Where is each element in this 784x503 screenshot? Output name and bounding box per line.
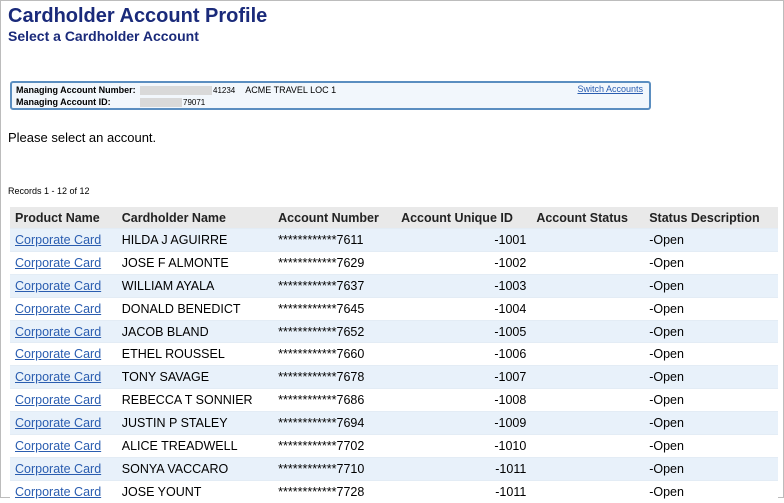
managing-account-id-label: Managing Account ID: <box>16 97 111 107</box>
product-name-cell <box>10 389 117 412</box>
managing-account-id-suffix: 79071 <box>183 98 206 107</box>
status-description-cell: -Open <box>644 435 778 458</box>
product-name-cell <box>10 274 117 297</box>
cardholder-name-cell: WILLIAM AYALA <box>117 274 273 297</box>
table-row[interactable] <box>10 251 778 274</box>
account-unique-id-cell: -1008 <box>396 389 531 412</box>
account-status-cell <box>531 251 644 274</box>
managing-account-id-row <box>16 96 205 108</box>
table-row[interactable] <box>10 297 778 320</box>
account-unique-id-cell: -1011 <box>396 457 531 480</box>
column-header-product-name: Product Name <box>10 207 117 229</box>
table-row[interactable] <box>10 320 778 343</box>
account-status-cell <box>531 274 644 297</box>
table-row[interactable] <box>10 412 778 435</box>
account-number-cell: ************7660 <box>273 343 396 366</box>
status-description-cell: -Open <box>644 389 778 412</box>
account-unique-id-cell: -1003 <box>396 274 531 297</box>
records-count: Records 1 - 12 of 12 <box>8 186 90 196</box>
redacted-account-id <box>140 98 182 107</box>
cardholder-name-cell: JOSE YOUNT <box>117 480 273 502</box>
cardholder-name-cell: JACOB BLAND <box>117 320 273 343</box>
table-row[interactable] <box>10 389 778 412</box>
account-number-cell: ************7686 <box>273 389 396 412</box>
table-row[interactable] <box>10 229 778 252</box>
product-name-link[interactable]: Corporate Card <box>15 484 102 499</box>
cardholder-name-cell: ALICE TREADWELL <box>117 435 273 458</box>
cardholder-name-cell: JUSTIN P STALEY <box>117 412 273 435</box>
status-description-cell: -Open <box>644 366 778 389</box>
status-description-cell: -Open <box>644 480 778 502</box>
account-unique-id-cell: -1001 <box>396 229 531 252</box>
account-number-cell: ************7710 <box>273 457 396 480</box>
redacted-account-number <box>140 86 212 95</box>
product-name-link[interactable]: Corporate Card <box>15 255 102 270</box>
account-status-cell <box>531 366 644 389</box>
managing-account-name: ACME TRAVEL LOC 1 <box>245 85 337 95</box>
product-name-link[interactable]: Corporate Card <box>15 347 102 362</box>
column-header-account-status: Account Status <box>531 207 644 229</box>
product-name-cell <box>10 297 117 320</box>
product-name-cell <box>10 343 117 366</box>
instruction-text: Please select an account. <box>8 130 157 145</box>
product-name-cell <box>10 229 117 252</box>
account-number-cell: ************7611 <box>273 229 396 252</box>
managing-account-number-suffix: 41234 <box>213 86 236 95</box>
product-name-link[interactable]: Corporate Card <box>15 416 102 431</box>
column-header-status-description: Status Description <box>644 207 778 229</box>
product-name-link[interactable]: Corporate Card <box>15 324 102 339</box>
product-name-cell <box>10 251 117 274</box>
cardholder-name-cell: DONALD BENEDICT <box>117 297 273 320</box>
account-number-cell: ************7678 <box>273 366 396 389</box>
product-name-cell <box>10 435 117 458</box>
product-name-link[interactable]: Corporate Card <box>15 232 102 247</box>
cardholder-name-cell: HILDA J AGUIRRE <box>117 229 273 252</box>
status-description-cell: -Open <box>644 251 778 274</box>
status-description-cell: -Open <box>644 457 778 480</box>
account-unique-id-cell: -1010 <box>396 435 531 458</box>
status-description-cell: -Open <box>644 274 778 297</box>
account-number-cell: ************7645 <box>273 297 396 320</box>
product-name-cell <box>10 366 117 389</box>
cardholder-name-cell: JOSE F ALMONTE <box>117 251 273 274</box>
table-row[interactable] <box>10 457 778 480</box>
product-name-link[interactable]: Corporate Card <box>15 438 102 453</box>
accounts-table <box>10 207 778 503</box>
managing-account-number-row <box>16 84 336 96</box>
status-description-cell: -Open <box>644 320 778 343</box>
managing-account-number-label: Managing Account Number: <box>16 85 136 95</box>
managing-account-panel <box>10 81 651 110</box>
account-status-cell <box>531 435 644 458</box>
product-name-cell <box>10 320 117 343</box>
account-number-cell: ************7702 <box>273 435 396 458</box>
column-header-account-number: Account Number <box>273 207 396 229</box>
status-description-cell: -Open <box>644 343 778 366</box>
product-name-link[interactable]: Corporate Card <box>15 393 102 408</box>
account-unique-id-cell: -1011 <box>396 480 531 502</box>
product-name-link[interactable]: Corporate Card <box>15 370 102 385</box>
cardholder-name-cell: TONY SAVAGE <box>117 366 273 389</box>
column-header-cardholder-name: Cardholder Name <box>117 207 273 229</box>
account-status-cell <box>531 229 644 252</box>
column-header-account-unique-id: Account Unique ID <box>396 207 531 229</box>
table-row[interactable] <box>10 480 778 502</box>
status-description-cell: -Open <box>644 297 778 320</box>
product-name-cell <box>10 480 117 502</box>
account-unique-id-cell: -1005 <box>396 320 531 343</box>
table-row[interactable] <box>10 343 778 366</box>
account-unique-id-cell: -1004 <box>396 297 531 320</box>
account-unique-id-cell: -1002 <box>396 251 531 274</box>
account-unique-id-cell: -1007 <box>396 366 531 389</box>
account-status-cell <box>531 480 644 502</box>
account-number-cell: ************7694 <box>273 412 396 435</box>
status-description-cell: -Open <box>644 229 778 252</box>
product-name-cell <box>10 412 117 435</box>
product-name-cell <box>10 457 117 480</box>
product-name-link[interactable]: Corporate Card <box>15 278 102 293</box>
account-status-cell <box>531 457 644 480</box>
cardholder-name-cell: SONYA VACCARO <box>117 457 273 480</box>
cardholder-name-cell: ETHEL ROUSSEL <box>117 343 273 366</box>
page-subtitle: Select a Cardholder Account <box>8 28 199 44</box>
table-row[interactable] <box>10 366 778 389</box>
account-number-cell: ************7652 <box>273 320 396 343</box>
account-status-cell <box>531 412 644 435</box>
product-name-link[interactable]: Corporate Card <box>15 301 102 316</box>
account-status-cell <box>531 389 644 412</box>
account-number-cell: ************7637 <box>273 274 396 297</box>
status-description-cell: -Open <box>644 412 778 435</box>
account-number-cell: ************7629 <box>273 251 396 274</box>
account-status-cell <box>531 297 644 320</box>
switch-accounts-link[interactable]: Switch Accounts <box>577 84 643 94</box>
page-title: Cardholder Account Profile <box>8 5 268 27</box>
account-unique-id-cell: -1009 <box>396 412 531 435</box>
account-number-cell: ************7728 <box>273 480 396 502</box>
cardholder-name-cell: REBECCA T SONNIER <box>117 389 273 412</box>
table-row[interactable] <box>10 274 778 297</box>
table-row[interactable] <box>10 435 778 458</box>
account-status-cell <box>531 343 644 366</box>
account-unique-id-cell: -1006 <box>396 343 531 366</box>
account-status-cell <box>531 320 644 343</box>
product-name-link[interactable]: Corporate Card <box>15 461 102 476</box>
table-header-row <box>10 207 778 229</box>
